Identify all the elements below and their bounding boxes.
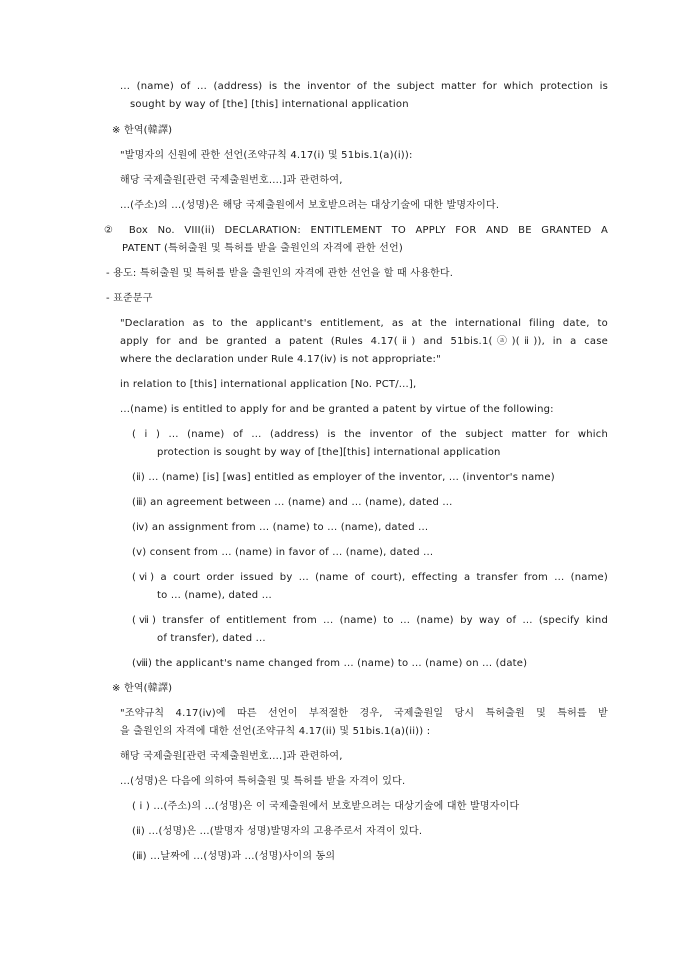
translation-title-1: "발명자의 신원에 관한 선언(조약규칙 4.17(i) 및 51bis.1(a)(i)): [120, 150, 413, 161]
translation-line-2: ...(주소)의 ...(성명)은 해당 국제출원에서 보호받으려는 대상기술에 대한 발명자이다. [120, 200, 500, 211]
usage-line: - 용도: 특허출원 및 특허를 받을 출원인의 자격에 관한 선언을 할 때 사용한다. [106, 268, 454, 279]
translation-heading-1: ※ 한역(韓譯) [112, 125, 173, 136]
english-item: (ⅵ) a court order issued by ... (name of court), effecting a transfer from ... (name) [132, 572, 608, 583]
translation-line-1: 해당 국제출원[관련 국제출원번호....]과 관련하여, [120, 175, 343, 186]
translation2-item: (ⅱ) ...(성명)은 ...(발명자 성명)발명자의 고용주로서 자격이 있다. [132, 826, 423, 837]
translation2-item: (ⅲ) ...날짜에 ...(성명)과 ...(성명)사이의 동의 [132, 851, 336, 862]
english-item-cont: protection is sought by way of [the][this] international application [157, 447, 501, 458]
translation2-para-3: 해당 국제출원[관련 국제출원번호....]과 관련하여, [120, 751, 343, 762]
box-heading-line-2: PATENT (특허출원 및 특허를 받을 출원인의 자격에 관한 선언) [122, 243, 403, 254]
intro-line-1: ... (name) of ... (address) is the inventor of the subject matter for which protection is [120, 81, 608, 92]
english-item: ( i ) ... (name) of ... (address) is the inventor of the subject matter for which [132, 429, 608, 440]
english-item: (ⅶ) transfer of entitlement from ... (name) to ... (name) by way of ... (specify kind [132, 615, 608, 626]
translation2-para-4: ...(성명)은 다음에 의하여 특허출원 및 특허를 받을 자격이 있다. [120, 776, 406, 787]
translation-heading-2: ※ 한역(韓譯) [112, 683, 173, 694]
english-para-2: apply for and be granted a patent (Rules 4.17(ⅱ) and 51bis.1(ⓐ)(ⅱ)), in a case [120, 336, 608, 347]
english-item: (ⅳ) an assignment from ... (name) to ... (name), dated ... [132, 522, 429, 533]
english-para-5: ...(name) is entitled to apply for and be granted a patent by virtue of the following: [120, 404, 554, 415]
english-para-3: where the declaration under Rule 4.17(ⅳ) is not appropriate:" [120, 354, 441, 365]
english-item: (ⅴ) consent from ... (name) in favor of ... (name), dated ... [132, 547, 434, 558]
english-item: (ⅱ) ... (name) [is] [was] entitled as employer of the inventor, ... (inventor's name) [132, 472, 555, 483]
translation2-item: ( i ) ...(주소)의 ...(성명)은 이 국제출원에서 보호받으려는 대상기술에 대한 발명자이다 [132, 801, 520, 812]
english-item: (ⅷ) the applicant's name changed from ... (name) to ... (name) on ... (date) [132, 658, 528, 669]
intro-line-2: sought by way of [the] [this] international application [130, 99, 409, 110]
english-item-cont: of transfer), dated ... [157, 633, 266, 644]
box-heading-line-1: ② Box No. VIII(ii) DECLARATION: ENTITLEMENT TO APPLY FOR AND BE GRANTED A [104, 225, 608, 236]
english-item: (ⅲ) an agreement between ... (name) and ... (name), dated ... [132, 497, 453, 508]
english-item-cont: to ... (name), dated ... [157, 590, 272, 601]
english-para-4: in relation to [this] international application [No. PCT/...], [120, 379, 417, 390]
standard-text-heading: - 표준문구 [106, 293, 153, 304]
translation2-para-1: "조약규칙 4.17(iv)에 따른 선언이 부적절한 경우, 국제출원일 당시 특허출원 및 특허를 받 [120, 708, 608, 719]
translation2-para-2: 을 출원인의 자격에 대한 선언(조약규칙 4.17(ii) 및 51bis.1(a)(ii)) : [120, 726, 431, 737]
english-para-1: "Declaration as to the applicant's entitlement, as at the international filing date, to [120, 318, 608, 329]
